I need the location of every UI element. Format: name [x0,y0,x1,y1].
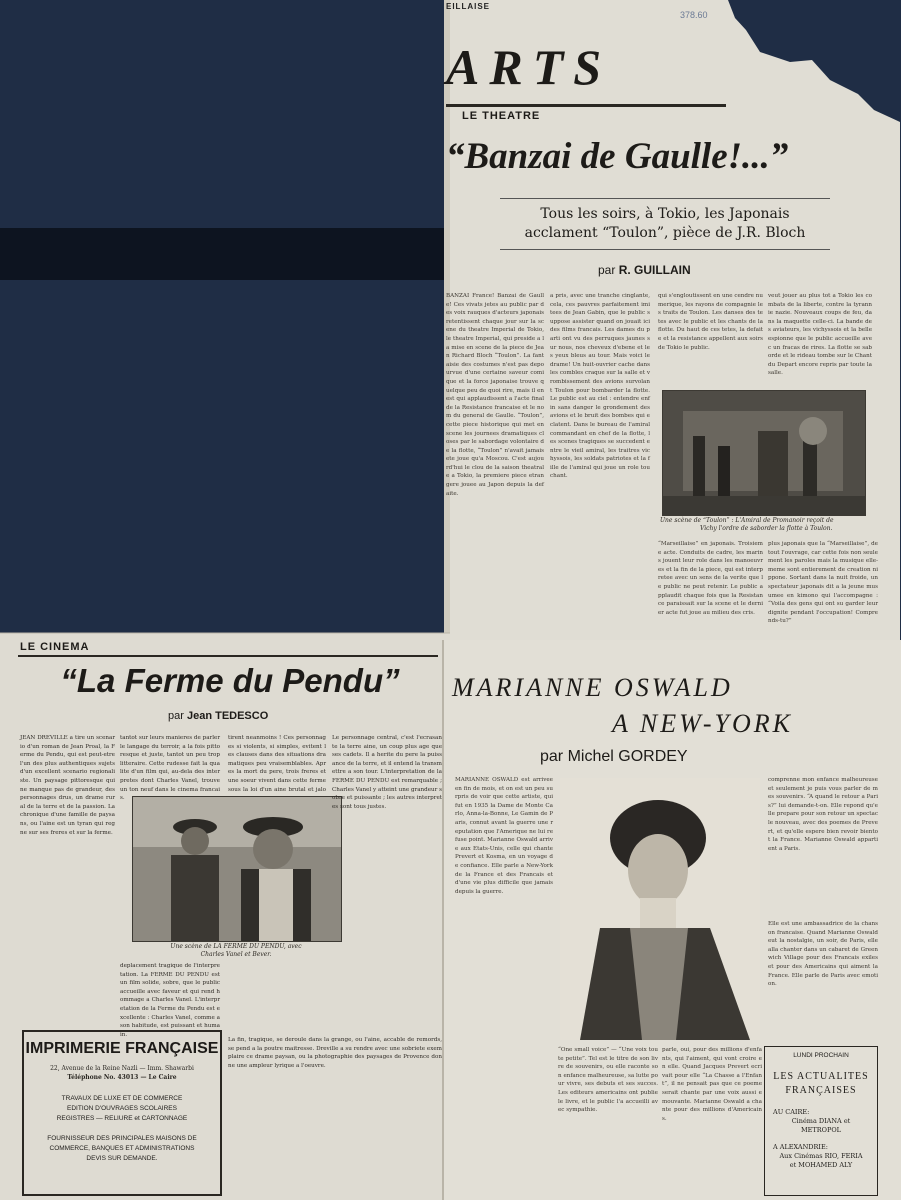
actualites-ad [764,1046,878,1196]
arts-column-2: a pris, avec une tranche cinglante, cela, ces pauvres parfaitement imitees de Jean Gabin, que le public suppose assister quand on jouait ici des films francais. Les dames du parti ont vu des perruques jaunes sur nous, nos cheveux d'ebene et les yeux bleus au tour. Mais voici le drame! Un huit-ouvrier cache dans les combles craque sur la salle et vrombissement des avions survolant Toulon pour bombarder la flotte. Le public est au ciel : entendre enfin sans danger le grondement des avions et le bruit des bombes qui eclatent. Dans le bureau de l'amiral commandant en chef de la flotte, les scenes tragiques se succedent entre le vieil amiral, les traitres vichyssois, les soldats patriotes et la fille de l'amiral qui joue un role touchant. [550,293,650,480]
cinema-caption-line2: Charles Vanel et Bever. [200,951,272,958]
actualites-title-line1: LES ACTUALITES [773,1071,869,1082]
arts-column-5: “Marseillaise” en japonais. Troisieme acte. Conduits de cadre, les marins jouent leur role dans les manoeuvres et la fin de la piece, qui est interpretee avec un sens de la verite que le public ne peut retenir. Le public applaudit chaque fois que la Resistance paraissait sur la scene et le dernier acte fut joue au milieu des cris. [658,541,763,616]
arts-photo [662,390,866,516]
oswald-headline-line2: A NEW-YORK [612,709,793,738]
arts-byline-author: R. GUILLAIN [618,263,691,277]
imprimerie-line6: DEVIS SUR DEMANDE. [86,1155,158,1162]
cinema-column-6: La fin, tragique, se deroule dans la grange, ou l'aine, accable de remords, se pend a la poutre maitresse. Dreville a su rendre avec une sobriete exemplaire ce drame paysan, ou la photographie des paysages de Provence donne une ampleur lyrique a l'oeuvre. [228,1037,442,1069]
cinema-column-3: tirent neanmoins ! Ces personnages si violents, si simples, evitent les clauses dans des situations dramatiques peu vraisemblables. Apres la mort du pere, trois freres et une soeur vivent dans cette ferme sous la loi d'un aine brutal et jalo [228,735,326,793]
oswald-byline [540,748,688,766]
arts-subtitle-box [500,198,830,250]
cinema-rule [18,655,438,657]
arts-column-4: veut jouer au plus tot a Tokio les combats de la liberte, contre la tyrannie nazie. Nouveaux coups de feu, dans la maquette celle-ci. La bande des aviateurs, les vichyssois et la belle espionne que le public accueille avec un fracas de rires. La flotte se saborde et le rideau tombe sur le Chant du Depart encore repris par toute la salle. [768,293,872,377]
arts-byline-prefix: par [598,263,616,277]
arts-caption-line2: Vichy l'ordre de saborder la flotte à Toulon. [700,525,833,532]
actualites-kicker: LUNDI PROCHAIN [793,1052,849,1059]
imprimerie-ad [22,1030,222,1196]
oswald-byline-author: Michel GORDEY [567,748,688,765]
cinema-byline-author: Jean TEDESCO [186,710,269,722]
cinema-photo [132,796,342,942]
cinema-rubric: LE CINEMA [20,641,90,653]
actualites-alex-line1: Aux Cinémas RIO, FERIA [779,1152,863,1160]
cinema-column-4: deplacement tragique de l'interpretation. La FERME DU PENDU est un film solide, sobre, que le public accueille avec faveur et qui rend hommage a Charles Vanel. L'interpretation de la Ferme du Pendu est excellente : Charles Vanel, comme a son habitude, est puissant et humain. [120,963,220,1038]
cinema-byline [168,710,268,722]
actualites-cairo-line1: Cinéma DIANA et [791,1117,851,1125]
cinema-column-5b: Le personnage central, c'est l'ecrasante la terre aine, un coup plus age que ses cadets. Il a herite du pere la puissance de la terre, et il entend la transmettre a son tour. L'interpretation de la FERME DU PENDU est remarquable ; Charles Vanel y atteint une grandeur sobre et puissante ; les autres interpretes sont tous justes. [332,735,442,810]
arts-caption-line1: Une scène de “Toulon” : L'Amiral de Promanoir reçoit de [660,517,834,524]
oswald-column-4b: Elle est une ambassadrice de la chanson francaise. Quand Marianne Oswald eut la nostalgie, un soir, de Paris, elle alla chanter dans un cabaret de Greenwich Village pour des Francais exiles et pour des Americains qui aiment la France. Elle parle de Paris avec emotion. [768,921,878,988]
oswald-column-1: MARIANNE OSWALD est arrivee en fin de mois, et on est un peu surpris de voir que cette artiste, qui fut en 1935 la Dame de Monte Carlo, Anna-la-Bonne, Le Gamin de Paris, connut avant la guerre une reputation que l'Amerique ne lui refuse point. Marianne Oswald arrive aux Etats-Unis, celle qui chante Prevert et Kosma, en un voyage de confiance. Elle parle a New-York de la France et des Francais et d'une vie plus difficile que jamais depuis la guerre. [455,777,553,895]
actualites-alex-label: A ALEXANDRIE: [773,1143,828,1151]
oswald-byline-prefix: par [540,748,564,765]
cinema-column-2: tantot sur leurs manieres de parler le langage du terroir, a la fois pittoresque et juste, tantot un peu trop litteraire. Cette rudesse fait la qualite d'un film qui, au-dela des interpretes dont Charles Vanel, trouve un ton neuf dans le cinema francais. [120,735,220,802]
arts-column-1: BANZAI France! Banzai de Gaulle! Ces vivats jetes au public par des voix rauques d'acteurs japonais retentissent chaque jour sur la scene du theatre Imperial de Tokio, le theatre Imperial, qui preside a la mise en scene de la piece de Jean Richard Bloch “Toulon”. La fantaisie des costumes n'est pas depourvue d'une certaine saveur comique et la force japonaise trouve quelque peu de quoi rire, mais il en est qui applaudissent a l'acte final de la Resistance francaise et le nom du general de Gaulle. “Toulon”, cette piece historique qui met en scene les journees dramatiques closes par le sabordage volontaire de la flotte, “Toulon” n'avait jamais ete joue qu'a Moscou. C'est aujourd'hui le clou de la saison theatrale a Tokio, la premiere piece etrangere jouee au Japon depuis la defaite. [446,293,544,497]
arts-rubric: LE THEATRE [462,110,541,122]
actualites-alex-line2: et MOHAMED ALY [789,1161,853,1169]
arts-headline: “Banzai de Gaulle!...” [446,136,789,177]
cinema-photo-caption [128,943,344,959]
arts-subtitle-line1: Tous les soirs, à Tokio, les Japonais [540,206,790,222]
arts-column-3: qui s'engloutissent en une cendre numerique, les rayons de compagnie les traits de Toulon. Les danses des tetes avec le public et les chants de la flotte. Du haut de ces tetes, la defaite et la resistance appellent aux soirs de Tokio le public. [658,293,763,351]
arts-column-6: plus japonais que la “Marseillaise”, de tout l'ouvrage, car cette fois non seulement les paroles mais la musique elle-meme sont entierement de creation nippone. Sortant dans la nuit froide, un spectateur japonais dit a la jeune musumee en kimono qui l'accompagne : “Voila des gens qui ont su garder leur dignite pendant l'occupation! Comprends-tu?” [768,541,878,625]
actualites-cairo-line2: METROPOL [801,1126,841,1134]
archive-reference: 378.60 [680,10,708,20]
arts-section-title: ARTS [446,39,612,95]
oswald-column-6: parle, oui, pour des millions d'enfants, qui l'aiment, qui vont croire en elle. Quand Jacques Prevert ecrivait pour elle “La Chasse a l'Enfant”, il ne pensait pas que ce poeme serait chante par une voix aussi emouvante. Marianne Oswald a chante pour des millions d'Americains. [662,1047,762,1122]
imprimerie-name: IMPRIMERIE FRANÇAISE [25,1040,219,1057]
actualites-title-line2: FRANÇAISES [785,1085,857,1096]
cinema-byline-prefix: par [168,710,184,722]
arts-byline [598,263,691,277]
masthead-fragment: EILLAISE [446,2,491,11]
oswald-photo [560,778,760,1040]
cinema-headline: “La Ferme du Pendu” [60,662,400,699]
arts-subtitle-line2: acclament “Toulon”, pièce de J.R. Bloch [524,225,806,241]
imprimerie-phone: Téléphone No. 43013 — Le Caire [67,1074,177,1081]
imprimerie-line2: EDITION D'OUVRAGES SCOLAIRES [67,1105,177,1112]
actualites-cairo-label: AU CAIRE: [773,1108,810,1116]
oswald-column-3: comprenne mon enfance malheureuse et seulement je puis vous parler de mes souvenirs. “A quand le retour a Paris?” lui demande-t-on. Elle repond qu'elle prepare pour son retour un spectacle nouveau, avec des poemes de Prevert, et qu'elle espere bien revoir bientot la France. Marianne Oswald appartient a Paris. [768,777,878,852]
oswald-headline-line1: MARIANNE OSWALD [452,673,733,702]
imprimerie-line3: REGISTRES — RELIURE et CARTONNAGE [56,1115,188,1122]
imprimerie-address: 22, Avenue de la Reine Nazli — Imm. Shawarbi [50,1065,194,1072]
cinema-column-1: JEAN DREVILLE a tire un scenario d'un roman de Jean Proal, la Ferme du Pendu, qui est peut-etre l'un des plus authentiques sujets d'un excellent scenario regionaliste. Un paysage pittoresque qui ne manque pas de grandeur, des personnages drus, un drame rural de la terre et de la passion. La chronique d'une famille de paysans, ou l'aine est un tyran qui regne sur ses freres et sur la ferme. [20,735,115,836]
imprimerie-line4: FOURNISSEUR DES PRINCIPALES MAISONS DE [47,1135,197,1142]
arts-rule [446,104,726,107]
arts-photo-caption [660,517,872,533]
imprimerie-line5: COMMERCE, BANQUES ET ADMINISTRATIONS [49,1145,195,1152]
oswald-column-5: “One small voice” — “Une voix toute petite”. Tel est le titre de son livre de souvenirs, ou elle raconte son enfance malheureuse, sa lutte pour vivre, ses debuts et ses succes. Les editeurs americains ont publie le livre, et le public l'a accueilli avec sympathie. [558,1047,658,1114]
imprimerie-line1: TRAVAUX DE LUXE ET DE COMMERCE [61,1095,183,1102]
cinema-caption-line1: Une scène de LA FERME DU PENDU, avec [170,943,302,950]
